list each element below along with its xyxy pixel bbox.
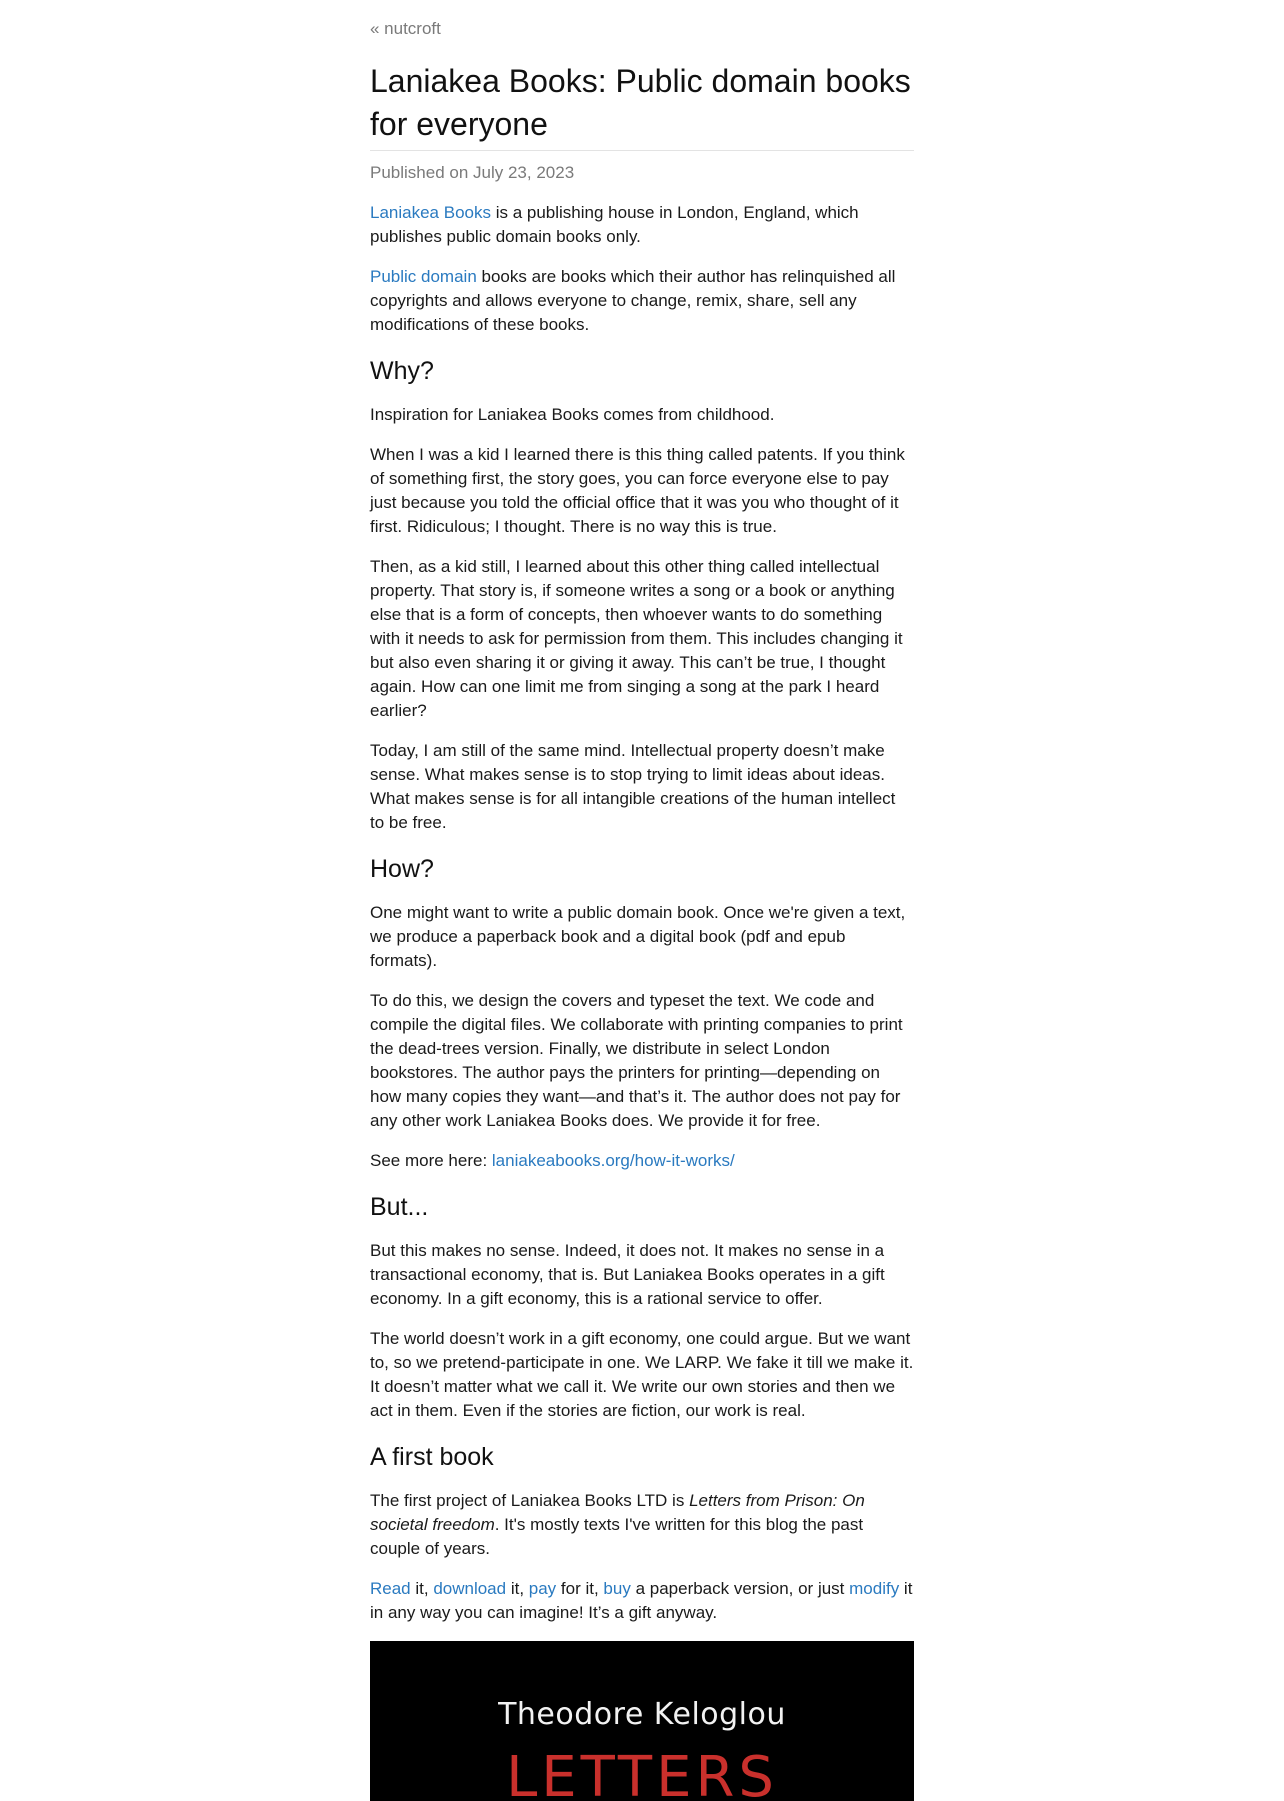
first-book-suffix: . It's mostly texts I've written for this blog the past couple of years. bbox=[370, 1515, 864, 1558]
read-link[interactable]: Read bbox=[370, 1579, 411, 1598]
how-paragraph: To do this, we design the covers and typeset the text. We code and compile the digital files. We collaborate with printing companies to print the dead-trees version. Finally, we distribute in select London bookstores. The author pays the printers for printing—depending on how many copies they want—and that’s it. The author does not pay for any other work Laniakea Books does. We provide it for free. bbox=[370, 991, 903, 1130]
article-page bbox=[370, 0, 914, 1801]
but-paragraph: The world doesn’t work in a gift economy, one could argue. But we want to, so we pretend-participate in one. We LARP. We fake it till we make it. It doesn’t matter what we call it. We write our own stories and then we act in them. Even if the stories are fiction, our work is real. bbox=[370, 1329, 914, 1420]
public-domain-link[interactable]: Public domain bbox=[370, 267, 477, 286]
book-title: Letters from Prison: On societal freedom bbox=[370, 1491, 865, 1534]
how-paragraph-see-more bbox=[370, 1149, 914, 1173]
section-heading-but: But... bbox=[370, 1193, 429, 1221]
section-heading-why: Why? bbox=[370, 357, 434, 385]
first-book-prefix: The first project of Laniakea Books LTD is bbox=[370, 1491, 690, 1510]
intro-text-2: books are books which their author has relinquished all copyrights and allows everyone to change, remix, share, sell any modifications of these books. bbox=[370, 267, 896, 334]
actions-text: it, bbox=[506, 1579, 529, 1598]
why-paragraph: Then, as a kid still, I learned about this other thing called intellectual property. That story is, if someone writes a song or a book or anything else that is a form of concepts, then whoever wants to do something with it needs to ask for permission from them. This includes changing it but also even sharing it or giving it away. This can’t be true, I thought again. How can one limit me from singing a song at the park I heard earlier? bbox=[370, 557, 903, 720]
intro-paragraph-1 bbox=[370, 201, 914, 249]
how-it-works-link[interactable]: laniakeabooks.org/how-it-works/ bbox=[491, 1151, 735, 1170]
modify-link[interactable]: modify bbox=[849, 1579, 900, 1598]
publish-date: Published on July 23, 2023 bbox=[370, 163, 575, 182]
first-book-actions bbox=[370, 1577, 914, 1625]
download-link[interactable]: download bbox=[433, 1579, 507, 1598]
cover-author: Theodore Keloglou bbox=[498, 1697, 786, 1732]
why-paragraph: When I was a kid I learned there is this thing called patents. If you think of something first, the story goes, you can force everyone else to pay just because you told the official office that it was you who thought of it first. Ridiculous; I thought. There is no way this is true. bbox=[370, 445, 905, 536]
buy-link[interactable]: buy bbox=[603, 1579, 631, 1598]
why-paragraph: Today, I am still of the same mind. Intellectual property doesn’t make sense. What makes sense is to stop trying to limit ideas about ideas. What makes sense is for all intangible creations of the human intellect to be free. bbox=[370, 741, 896, 832]
laniakea-books-link[interactable]: Laniakea Books bbox=[370, 203, 491, 222]
see-more-label: See more here: bbox=[370, 1151, 492, 1170]
actions-text: a paperback version, or just bbox=[630, 1579, 850, 1598]
pay-link[interactable]: pay bbox=[528, 1579, 557, 1598]
first-book-paragraph bbox=[370, 1489, 914, 1561]
page-title: Laniakea Books: Public domain books for everyone bbox=[370, 60, 914, 151]
actions-text: it, bbox=[410, 1579, 434, 1598]
section-heading-how: How? bbox=[370, 855, 434, 883]
intro-text-1: is a publishing house in London, England, which publishes public domain books only. bbox=[370, 203, 859, 246]
why-paragraph: Inspiration for Laniakea Books comes from childhood. bbox=[370, 405, 775, 424]
book-cover-image bbox=[370, 1641, 914, 1801]
how-paragraph: One might want to write a public domain book. Once we're given a text, we produce a paperback book and a digital book (pdf and epub formats). bbox=[370, 903, 906, 970]
intro-paragraph-2 bbox=[370, 265, 914, 337]
but-paragraph: But this makes no sense. Indeed, it does not. It makes no sense in a transactional economy, that is. But Laniakea Books operates in a gift economy. In a gift economy, this is a rational service to offer. bbox=[370, 1241, 885, 1308]
cover-title: LETTERS bbox=[506, 1745, 778, 1801]
actions-text: for it, bbox=[556, 1579, 604, 1598]
section-heading-first-book: A first book bbox=[370, 1443, 494, 1471]
actions-text: it in any way you can imagine! It’s a gift anyway. bbox=[370, 1579, 913, 1622]
back-link[interactable]: « nutcroft bbox=[370, 19, 441, 38]
